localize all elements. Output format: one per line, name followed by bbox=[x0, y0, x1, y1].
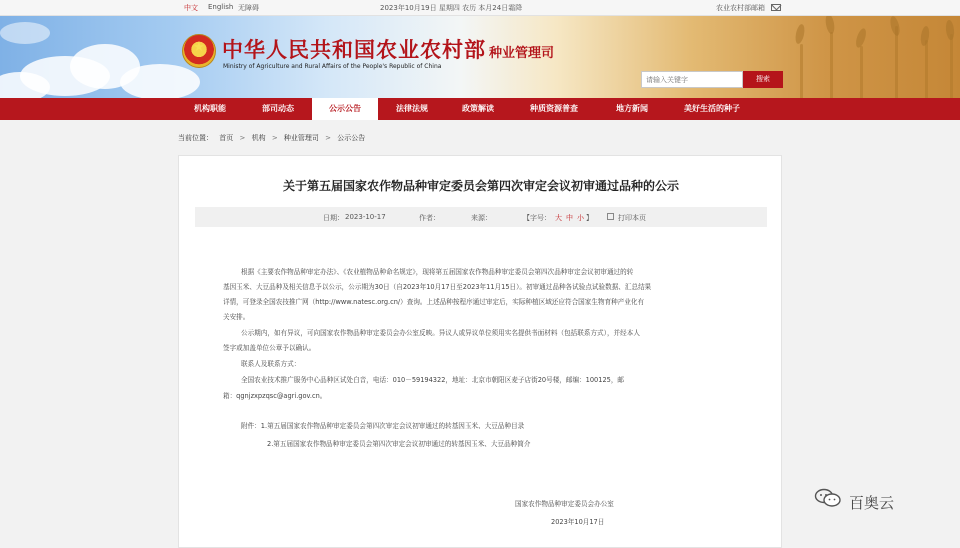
lang-english-link[interactable]: English bbox=[208, 3, 234, 11]
sign-date: 2023年10月17日 bbox=[551, 518, 605, 526]
mail-icon[interactable] bbox=[771, 4, 781, 11]
breadcrumb-separator: > bbox=[239, 134, 246, 142]
nav-item-laws[interactable]: 法律法规 bbox=[396, 104, 428, 113]
article-panel bbox=[178, 155, 782, 548]
wechat-icon bbox=[814, 488, 842, 508]
date-label: 日期： bbox=[323, 214, 344, 222]
accessibility-link[interactable]: 无障碍 bbox=[238, 4, 259, 12]
ministry-mail-link[interactable]: 农业农村部邮箱 bbox=[716, 4, 765, 12]
breadcrumb-division[interactable]: 种业管理司 bbox=[283, 134, 319, 142]
search-input[interactable] bbox=[641, 71, 743, 88]
search-button[interactable]: 搜索 bbox=[743, 71, 783, 88]
attachment-link-2[interactable]: 2.第五届国家农作物品种审定委员会第四次审定会议初审通过的转基因玉米、大豆品种简介 bbox=[267, 440, 531, 448]
ministry-name-cn[interactable]: 中华人民共和国农业农村部 bbox=[222, 37, 486, 62]
body-paragraph-line: 关安排。 bbox=[223, 313, 250, 321]
breadcrumb-home[interactable]: 首页 bbox=[219, 134, 234, 142]
current-date: 2023年10月19日 星期四 农历 本月24日霜降 bbox=[380, 4, 523, 12]
attachment-link-1[interactable]: 附件：1.第五届国家农作物品种审定委员会第四次审定会议初审通过的转基因玉米、大豆品种目录 bbox=[241, 422, 525, 430]
nav-item-functions[interactable]: 机构职能 bbox=[194, 104, 226, 113]
header-banner bbox=[0, 16, 960, 98]
lang-chinese-link[interactable]: 中文 bbox=[184, 4, 198, 12]
body-paragraph-line: 根据《主要农作物品种审定办法》、《农业植物品种命名规定》，现将第五届国家农作物品种审定委员会第四次品种审定会议初审通过的转 bbox=[241, 268, 634, 276]
national-emblem-icon bbox=[182, 34, 216, 68]
nav-item-announcements[interactable]: 公示公告 bbox=[312, 98, 378, 120]
publish-date: 2023-10-17 bbox=[345, 213, 386, 221]
division-name: 种业管理司 bbox=[489, 46, 555, 61]
font-size-close: 】 bbox=[586, 214, 593, 222]
breadcrumb-separator: > bbox=[271, 134, 278, 142]
font-size-large-button[interactable]: 大 bbox=[555, 214, 562, 222]
body-paragraph-line: 详情，可登录全国农技推广网（http://www.natesc.org.cn/）查询。上述品种按程序通过审定后，实际种植区域还应符合国家生物育种产业化有 bbox=[223, 298, 645, 306]
font-size-medium-button[interactable]: 中 bbox=[566, 214, 573, 222]
watermark-text: 百奥云 bbox=[849, 494, 895, 512]
body-paragraph-line: 基因玉米、大豆品种及相关信息予以公示，公示期为30日（自2023年10月17日至2023年11月15日）。初审通过品种各试验点试验数据、汇总结果 bbox=[223, 283, 652, 291]
body-paragraph-line: 公示期内，如有异议，可向国家农作物品种审定委员会办公室反映。异议人或异议单位须用实名提供书面材料（包括联系方式），并经本人 bbox=[241, 329, 640, 337]
nav-item-germplasm[interactable]: 种质资源普查 bbox=[530, 104, 578, 113]
body-paragraph-line: 签字或加盖单位公章予以确认。 bbox=[223, 344, 316, 352]
nav-item-local-news[interactable]: 地方新闻 bbox=[616, 104, 648, 113]
print-icon[interactable] bbox=[607, 213, 614, 220]
print-link[interactable]: 打印本页 bbox=[618, 214, 646, 222]
signer: 国家农作物品种审定委员会办公室 bbox=[515, 500, 614, 508]
ministry-name-en: Ministry of Agriculture and Rural Affairs of the People's Republic of China bbox=[223, 63, 442, 70]
nav-item-news[interactable]: 部司动态 bbox=[262, 104, 294, 113]
contact-heading: 联系人及联系方式： bbox=[241, 360, 301, 368]
breadcrumb-agency[interactable]: 机构 bbox=[251, 134, 266, 142]
article-meta-bar bbox=[195, 207, 767, 227]
font-size-label: 【字号： bbox=[523, 214, 551, 222]
breadcrumb-prefix: 当前位置： bbox=[178, 134, 213, 142]
nav-item-policy[interactable]: 政策解读 bbox=[462, 104, 494, 113]
breadcrumb-separator: > bbox=[325, 134, 332, 142]
author-label: 作者： bbox=[419, 214, 440, 222]
contact-details-line: 全国农业技术推广服务中心品种区试处白音，电话：010－59194322，地址：北京市朝阳区麦子店街20号楼，邮编：100125，邮 bbox=[241, 376, 625, 384]
nav-item-seeds[interactable]: 美好生活的种子 bbox=[684, 104, 740, 113]
main-nav bbox=[0, 98, 960, 120]
breadcrumb-current[interactable]: 公示公告 bbox=[337, 134, 366, 142]
contact-email-line: 箱：qgnjzxpzqsc@agri.gov.cn。 bbox=[223, 392, 327, 400]
font-size-small-button[interactable]: 小 bbox=[577, 214, 584, 222]
breadcrumb bbox=[178, 133, 369, 143]
top-utility-bar bbox=[0, 0, 960, 16]
source-label: 来源： bbox=[471, 214, 492, 222]
article-title: 关于第五届国家农作物品种审定委员会第四次审定会议初审通过品种的公示 bbox=[282, 179, 679, 193]
